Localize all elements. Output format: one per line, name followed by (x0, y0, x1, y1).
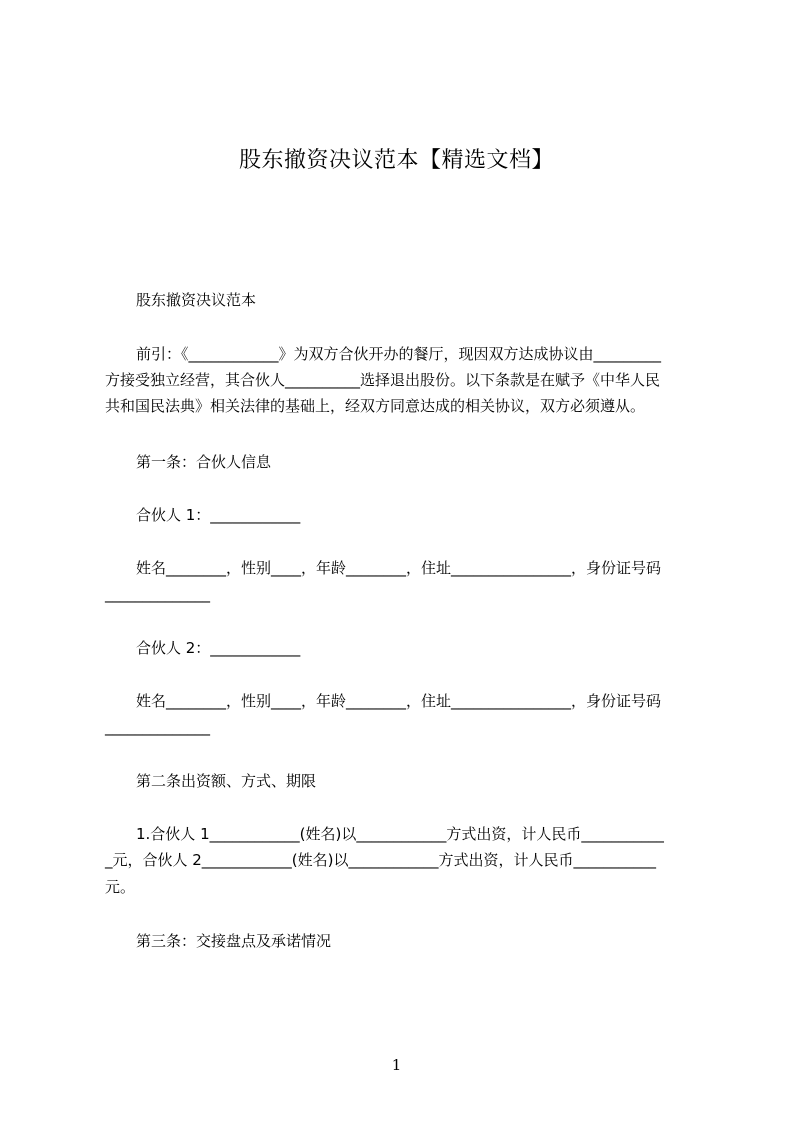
subtitle: 股东撤资决议范本 (136, 291, 257, 309)
partner-2-label: 合伙人 2：____________ (136, 639, 301, 657)
partner-1-details: 姓名________，性别____，年龄________，住址________________，身份证号码 (136, 559, 662, 577)
page-number: 1 (391, 1056, 402, 1074)
article-2-line-3: 元。 (105, 878, 136, 896)
article-3-heading: 第三条：交接盘点及承诺情况 (136, 932, 332, 950)
article-2-line-2: _元，合伙人 2____________(姓名)以____________方式出资，计人民币___________ (105, 851, 657, 869)
preface-line-3: 共和国民法典》相关法律的基础上，经双方同意达成的相关协议，双方必须遵从。 (105, 397, 646, 415)
preface-line-1: 前引：《____________》为双方合伙开办的餐厅，现因双方达成协议由_________ (136, 345, 662, 363)
article-2-heading: 第二条出资额、方式、期限 (136, 772, 317, 790)
partner-2-details: 姓名________，性别____，年龄________，住址________________，身份证号码 (136, 692, 662, 710)
partner-2-id-blank: ______________ (105, 718, 210, 736)
article-2-line-1: 1.合伙人 1____________(姓名)以____________方式出资，计人民币___________ (136, 825, 664, 843)
preface-line-2: 方接受独立经营，其合伙人__________选择退出股份。以下条款是在赋予《中华人民 (105, 371, 661, 389)
partner-1-id-blank: ______________ (105, 585, 210, 603)
partner-1-label: 合伙人 1：____________ (136, 506, 301, 524)
document-title: 股东撤资决议范本【精选文档】 (238, 148, 554, 173)
article-1-heading: 第一条：合伙人信息 (136, 453, 272, 471)
